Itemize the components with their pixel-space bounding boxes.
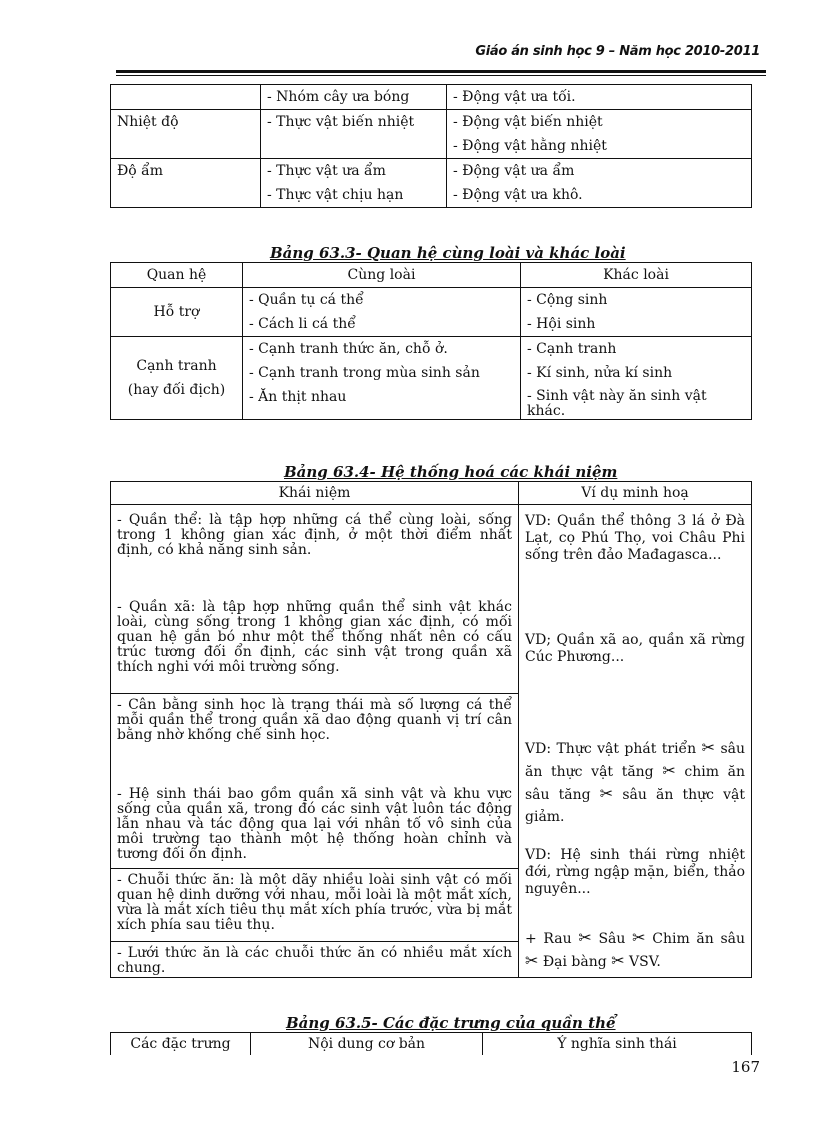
concept-ecosystem: - Hệ sinh thái bao gồm quần xã sinh vật và khu vực sống của quần xã, trong đó các sinh vật luôn tác động lẫn nhau và tác động qua lại với nhân tố vô sinh của môi trường tạo thành một hệ thống hoàn chỉnh và tương đối ổn định. (117, 786, 512, 862)
other-species-cell: - Cộng sinh - Hội sinh (521, 288, 752, 337)
table-header-row (111, 263, 752, 288)
scissors-icon: ✂ (578, 928, 592, 947)
same-species-cell: - Cạnh tranh thức ăn, chỗ ở. - Cạnh tranh trong mùa sinh sản - Ăn thịt nhau (243, 337, 521, 420)
examples-cell (519, 505, 752, 978)
relation-cell: Cạnh tranh (hay đối địch) (111, 337, 243, 420)
table-row (111, 85, 752, 110)
concept-population: - Quần thể: là tập hợp những cá thể cùng loài, sống trong 1 không gian xác định, ở một thời điểm nhất định, có khả năng sinh sản. (117, 512, 512, 558)
table-63-4 (110, 481, 752, 978)
factor-cell (111, 85, 261, 110)
table-63-2 (110, 84, 752, 208)
factor-cell: Nhiệt độ (111, 110, 261, 159)
header-cell: Cùng loài (243, 263, 521, 288)
plants-cell: - Thực vật biến nhiệt (261, 110, 447, 159)
same-species-cell: - Quần tụ cá thể - Cách li cá thể (243, 288, 521, 337)
table-row (111, 110, 752, 159)
header-cell: Ví dụ minh hoạ (519, 482, 752, 505)
page-number: 167 (731, 1058, 760, 1076)
other-species-cell: - Cạnh tranh - Kí sinh, nửa kí sinh - Sinh vật này ăn sinh vật khác. (521, 337, 752, 420)
header-cell: Quan hệ (111, 263, 243, 288)
header-cell: Ý nghĩa sinh thái (483, 1033, 752, 1056)
separator-line (111, 693, 518, 694)
table-63-5 (110, 1032, 752, 1055)
caption-63-3: Bảng 63.3- Quan hệ cùng loài và khác loài (270, 244, 626, 262)
header-cell: Nội dung cơ bản (251, 1033, 483, 1056)
scissors-icon: ✂ (662, 761, 676, 780)
scissors-icon: ✂ (632, 928, 646, 947)
plants-cell: - Nhóm cây ưa bóng (261, 85, 447, 110)
header-rule-thick (116, 70, 766, 73)
caption-63-4: Bảng 63.4- Hệ thống hoá các khái niệm (284, 463, 618, 481)
header-cell: Khái niệm (111, 482, 519, 505)
table-header-row (111, 1033, 752, 1056)
concepts-cell (111, 505, 519, 978)
concept-food-chain: - Chuỗi thức ăn: là một dãy nhiều loài sinh vật có mối quan hệ dinh dưỡng với nhau, mỗi loài là một mắt xích, vừa là mắt xích tiêu thụ mắt xích phía trước, vừa bị mắt xích phía sau tiêu thụ. (117, 872, 512, 933)
caption-63-5: Bảng 63.5- Các đặc trưng của quần thể (286, 1014, 616, 1032)
example-population: VD: Quần thể thông 3 lá ở Đà Lạt, cọ Phú Thọ, voi Châu Phi sống trên đảo Mađagasca... (525, 513, 745, 563)
example-balance: VD: Thực vật phát triển ✂ sâu ăn thực vật tăng ✂ chim ăn sâu tăng ✂ sâu ăn thực vật giảm. (525, 738, 746, 825)
factor-cell: Độ ẩm (111, 159, 261, 208)
relation-cell: Hỗ trợ (111, 288, 243, 337)
example-food-chain: + Rau ✂ Sâu ✂ Chim ăn sâu ✂ Đại bàng ✂ VSV. (525, 928, 746, 970)
header-cell: Khác loài (521, 263, 752, 288)
table-row (111, 337, 752, 420)
table-row (111, 288, 752, 337)
example-ecosystem: VD: Hệ sinh thái rừng nhiệt đới, rừng ngập mặn, biển, thảo nguyên... (525, 847, 745, 897)
separator-line (111, 868, 518, 869)
concept-food-web: - Lưới thức ăn là các chuỗi thức ăn có nhiều mắt xích chung. (117, 945, 512, 976)
scissors-icon: ✂ (599, 784, 614, 803)
scissors-icon: ✂ (701, 738, 716, 757)
animals-cell: - Động vật biến nhiệt - Động vật hằng nhiệt (447, 110, 752, 159)
animals-cell: - Động vật ưa ẩm - Động vật ưa khô. (447, 159, 752, 208)
animals-cell: - Động vật ưa tối. (447, 85, 752, 110)
header-rule-thin (116, 75, 766, 76)
example-community: VD; Quần xã ao, quần xã rừng Cúc Phương... (525, 632, 745, 665)
header-cell: Các đặc trưng (111, 1033, 251, 1056)
scissors-icon: ✂ (611, 951, 625, 970)
table-header-row (111, 482, 752, 505)
concept-biological-balance: - Cân bằng sinh học là trạng thái mà số lượng cá thể mỗi quần thể trong quần xã dao động quanh vị trí cân bằng nhờ khống chế sinh học. (117, 697, 512, 743)
concept-community: - Quần xã: là tập hợp những quần thể sinh vật khác loài, cùng sống trong 1 không gian xác định, có mối quan hệ gắn bó như một thể thống nhất nên có cấu trúc tương đối ổn định, các sinh vật trong quần xã thích nghi với môi trường sống. (117, 599, 512, 675)
page-header: Giáo án sinh học 9 – Năm học 2010-2011 (475, 44, 760, 59)
table-row (111, 159, 752, 208)
plants-cell: - Thực vật ưa ẩm - Thực vật chịu hạn (261, 159, 447, 208)
separator-line (111, 941, 518, 942)
scissors-icon: ✂ (525, 951, 539, 970)
table-63-3 (110, 262, 752, 420)
table-row (111, 505, 752, 978)
